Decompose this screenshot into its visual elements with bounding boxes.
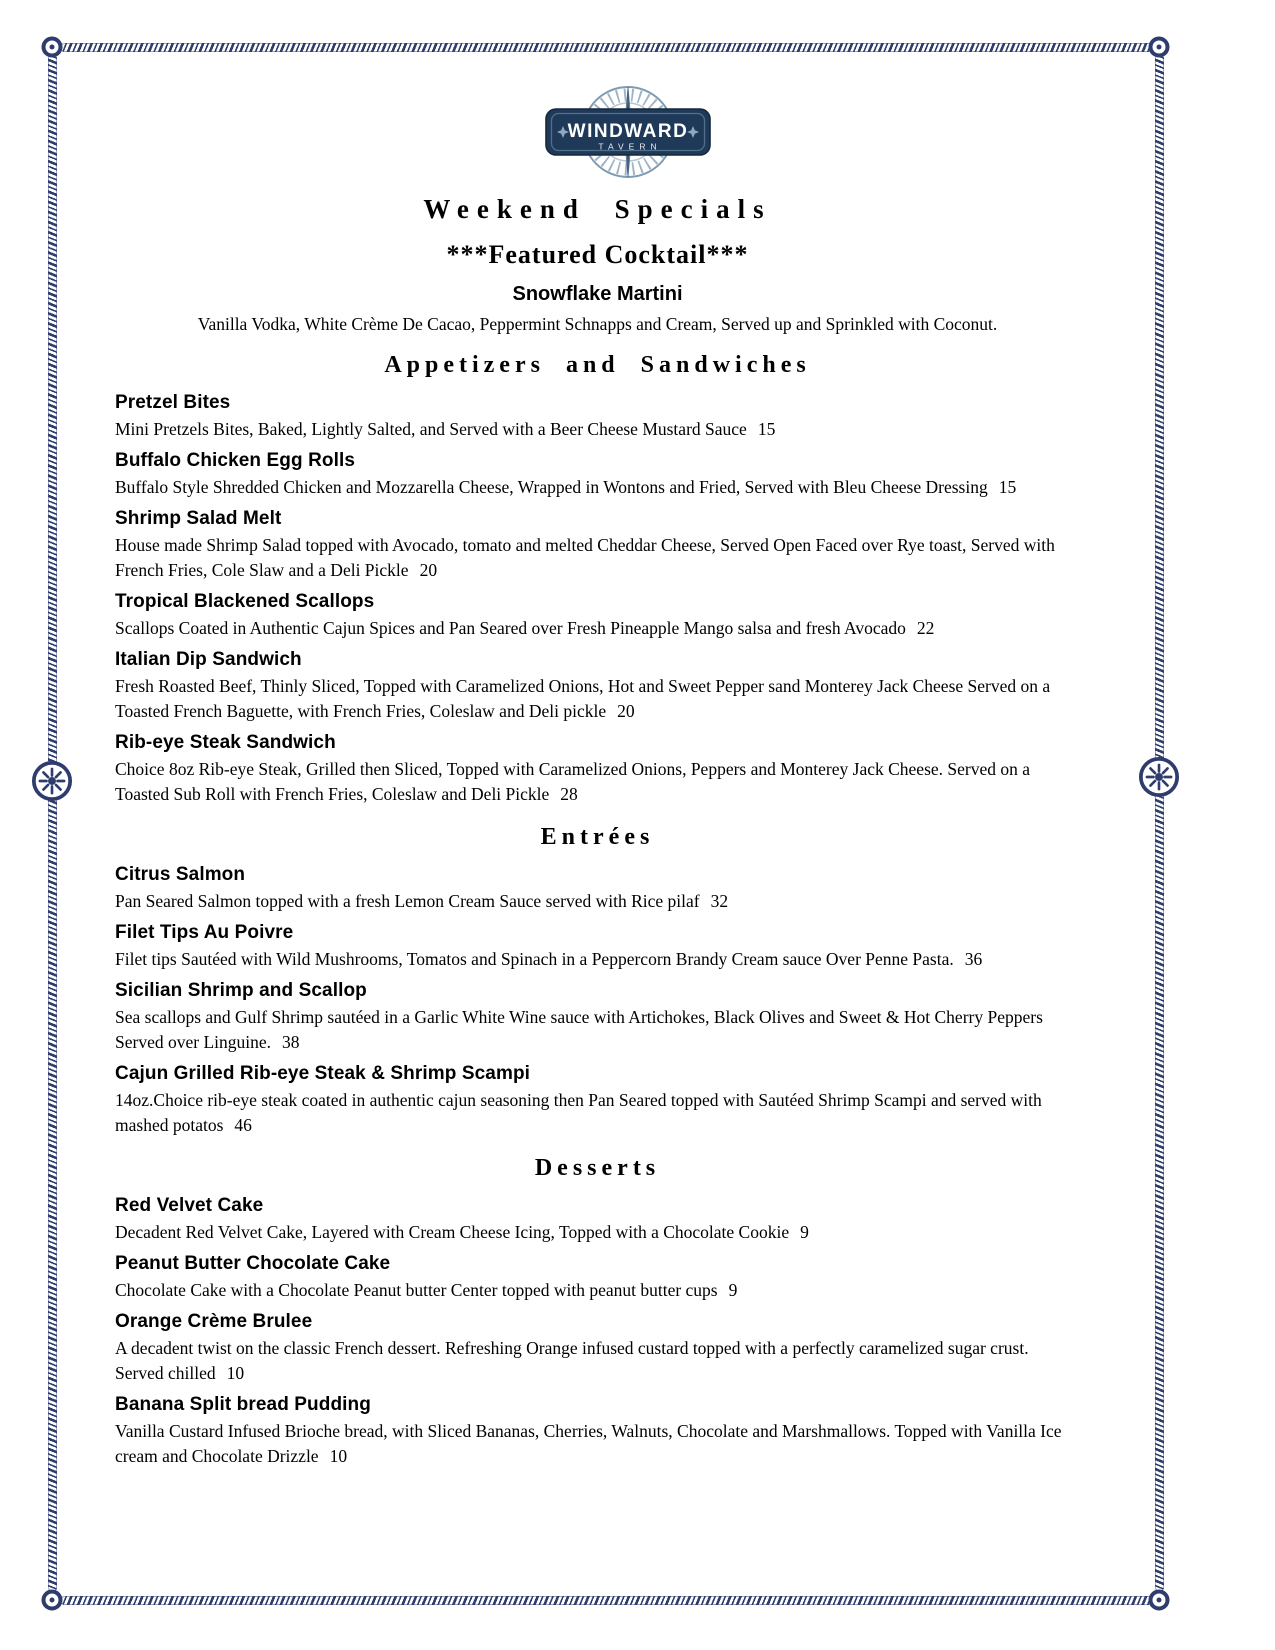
- item-desc-text: Mini Pretzels Bites, Baked, Lightly Salted, and Served with a Beer Cheese Mustard Sauce: [115, 419, 747, 439]
- item-desc-text: Scallops Coated in Authentic Cajun Spices and Pan Seared over Fresh Pineapple Mango salsa and fresh Avocado: [115, 618, 906, 638]
- menu-item: [115, 508, 1080, 583]
- item-desc-text: Choice 8oz Rib-eye Steak, Grilled then Sliced, Topped with Caramelized Onions, Peppers and Monterey Jack Cheese. Served on a Toasted Sub Roll with French Fries, Coleslaw and Deli Pickle: [115, 759, 1031, 804]
- rope-border-top: [60, 43, 1153, 52]
- corner-ring-icon: [42, 1590, 63, 1611]
- item-description: [115, 947, 1080, 972]
- rope-border-right: [1155, 54, 1164, 1592]
- item-desc-text: Chocolate Cake with a Chocolate Peanut butter Center topped with peanut butter cups: [115, 1280, 718, 1300]
- menu-item: [115, 1063, 1080, 1138]
- item-desc-text: A decadent twist on the classic French dessert. Refreshing Orange infused custard topped with a perfectly caramelized sugar crust. Served chilled: [115, 1338, 1029, 1383]
- item-desc-text: Decadent Red Velvet Cake, Layered with Cream Cheese Icing, Topped with a Chocolate Cookie: [115, 1222, 790, 1242]
- menu-item: [115, 450, 1080, 500]
- menu-item: [115, 980, 1080, 1055]
- item-description: [115, 1419, 1080, 1469]
- item-price: 10: [329, 1446, 348, 1466]
- item-price: 36: [964, 949, 983, 969]
- cocktail-name: Snowflake Martini: [512, 283, 683, 305]
- menu-item: [115, 864, 1080, 914]
- item-description: [115, 889, 1080, 914]
- menu-title: Weekend Specials: [423, 194, 772, 224]
- item-name: Rib-eye Steak Sandwich: [115, 732, 336, 753]
- item-description: [115, 533, 1080, 583]
- item-description: [115, 1336, 1080, 1386]
- item-price: 32: [710, 891, 729, 911]
- item-name: Cajun Grilled Rib-eye Steak & Shrimp Scampi: [115, 1063, 531, 1084]
- item-description: [115, 757, 1080, 807]
- rope-border-left: [48, 54, 57, 1592]
- corner-ring-icon: [42, 37, 63, 58]
- item-desc-text: Filet tips Sautéed with Wild Mushrooms, Tomatos and Spinach in a Peppercorn Brandy Cream sauce Over Penne Pasta.: [115, 949, 954, 969]
- item-price: 46: [234, 1115, 252, 1135]
- corner-ring-icon: [1149, 37, 1170, 58]
- item-price: 20: [419, 560, 438, 580]
- item-price: 38: [282, 1032, 300, 1052]
- menu-item: [115, 1311, 1080, 1386]
- menu-content: [115, 84, 1080, 1477]
- logo-subtitle: TAVERN: [597, 141, 662, 152]
- menu-item: [115, 1253, 1080, 1303]
- menu-item: [115, 1394, 1080, 1469]
- item-price: 15: [998, 477, 1017, 497]
- item-name: Citrus Salmon: [115, 864, 246, 885]
- item-description: [115, 616, 1080, 641]
- menu-item: [115, 922, 1080, 972]
- logo-name: WINDWARD: [567, 121, 688, 142]
- item-desc-text: Sea scallops and Gulf Shrimp sautéed in a Garlic White Wine sauce with Artichokes, Black Olives and Sweet & Hot Cherry Peppers Served over Linguine.: [115, 1007, 1043, 1052]
- item-desc-text: Buffalo Style Shredded Chicken and Mozzarella Cheese, Wrapped in Wontons and Fried, Served with Bleu Cheese Dressing: [115, 477, 988, 497]
- menu-item: [115, 1195, 1080, 1245]
- item-name: Orange Crème Brulee: [115, 1311, 313, 1332]
- section-title-appetizers: Appetizers and Sandwiches: [384, 352, 811, 378]
- item-name: Shrimp Salad Melt: [115, 508, 282, 529]
- item-description: [115, 417, 1080, 442]
- item-name: Pretzel Bites: [115, 392, 231, 413]
- featured-cocktail-title: ***Featured Cocktail***: [446, 240, 749, 269]
- section-title-entrees: Entrées: [540, 824, 655, 850]
- rosette-medallion-icon: [1137, 755, 1181, 799]
- item-price: 10: [226, 1363, 245, 1383]
- item-price: 20: [617, 701, 635, 721]
- item-desc-text: 14oz.Choice rib-eye steak coated in authentic cajun seasoning then Pan Seared topped with Sautéed Shrimp Scampi and served with mashed potatos: [115, 1090, 1042, 1135]
- item-description: [115, 1005, 1080, 1055]
- item-name: Buffalo Chicken Egg Rolls: [115, 450, 356, 471]
- item-price: 9: [800, 1222, 809, 1242]
- menu-item: [115, 591, 1080, 641]
- item-price: 15: [757, 419, 776, 439]
- cocktail-description: Vanilla Vodka, White Crème De Cacao, Peppermint Schnapps and Cream, Served up and Sprinkled with Coconut.: [197, 314, 998, 334]
- item-description: [115, 1088, 1080, 1138]
- item-price: 22: [916, 618, 935, 638]
- section-title-desserts: Desserts: [534, 1155, 661, 1181]
- item-description: [115, 1220, 1080, 1245]
- item-name: Peanut Butter Chocolate Cake: [115, 1253, 391, 1274]
- corner-ring-icon: [1149, 1590, 1170, 1611]
- item-desc-text: Pan Seared Salmon topped with a fresh Lemon Cream Sauce served with Rice pilaf: [115, 891, 700, 911]
- item-name: Tropical Blackened Scallops: [115, 591, 375, 612]
- rosette-medallion-icon: [30, 759, 74, 803]
- item-name: Banana Split bread Pudding: [115, 1394, 371, 1415]
- rope-border-bottom: [60, 1596, 1153, 1605]
- item-desc-text: Fresh Roasted Beef, Thinly Sliced, Topped with Caramelized Onions, Hot and Sweet Pepper sand Monterey Jack Cheese Served on a Toasted French Baguette, with French Fries, Coleslaw and Deli pickle: [115, 676, 1051, 721]
- item-description: [115, 475, 1080, 500]
- item-name: Filet Tips Au Poivre: [115, 922, 294, 943]
- menu-item: [115, 392, 1080, 442]
- item-description: [115, 1278, 1080, 1303]
- item-price: 28: [560, 784, 578, 804]
- item-desc-text: Vanilla Custard Infused Brioche bread, with Sliced Bananas, Cherries, Walnuts, Chocolate and Marshmallows. Topped with Vanilla Ice cream and Chocolate Drizzle: [115, 1421, 1062, 1466]
- item-description: [115, 674, 1080, 724]
- item-name: Sicilian Shrimp and Scallop: [115, 980, 367, 1001]
- menu-item: [115, 649, 1080, 724]
- item-name: Red Velvet Cake: [115, 1195, 264, 1216]
- compass-rose-icon: [542, 84, 714, 182]
- item-desc-text: House made Shrimp Salad topped with Avocado, tomato and melted Cheddar Cheese, Served Open Faced over Rye toast, Served with French Fries, Cole Slaw and a Deli Pickle: [115, 535, 1055, 580]
- item-name: Italian Dip Sandwich: [115, 649, 302, 670]
- menu-item: [115, 732, 1080, 807]
- item-price: 9: [728, 1280, 738, 1300]
